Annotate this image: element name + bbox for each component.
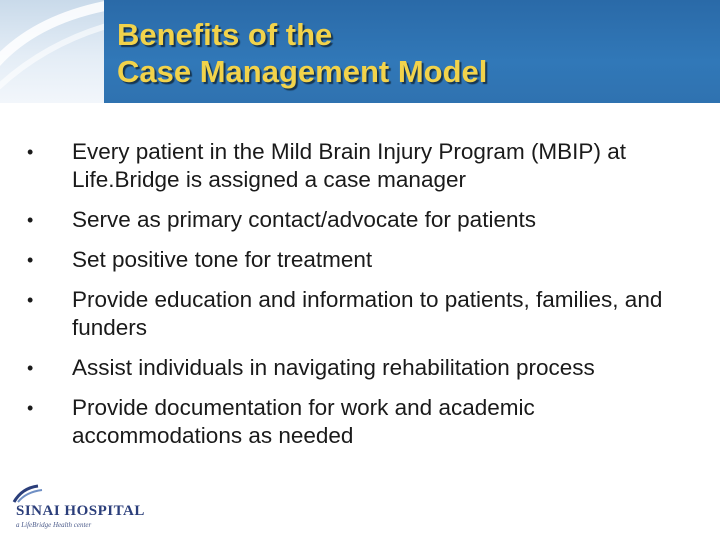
bullet-text: Provide documentation for work and academic accommodations as needed [72, 395, 535, 448]
bullet-item [0, 354, 682, 382]
bullet-list [0, 138, 720, 462]
bullet-item [0, 286, 682, 342]
bullet-marker: • [27, 142, 34, 162]
bullet-item [0, 206, 682, 234]
bullet-item [0, 246, 682, 274]
slide-title [117, 16, 487, 90]
swoosh-graphic [0, 0, 104, 103]
bullet-text: Assist individuals in navigating rehabilitation process [72, 355, 595, 380]
slide-header [0, 0, 720, 103]
logo-swoosh-icon [12, 484, 52, 504]
logo-subtitle: a LifeBridge Health center [16, 521, 92, 529]
logo-name: SINAI HOSPITAL [16, 503, 145, 519]
bullet-text: Every patient in the Mild Brain Injury Program (MBIP) at Life.Bridge is assigned a case manager [72, 139, 626, 192]
bullet-item [0, 394, 682, 450]
bullet-marker: • [27, 210, 34, 230]
bullet-marker: • [27, 290, 34, 310]
bullet-marker: • [27, 358, 34, 378]
bullet-text: Serve as primary contact/advocate for patients [72, 207, 536, 232]
bullet-marker: • [27, 250, 34, 270]
bullet-item [0, 138, 682, 194]
sinai-hospital-logo [12, 484, 145, 530]
header-decoration [0, 0, 104, 103]
bullet-text: Provide education and information to patients, families, and funders [72, 287, 663, 340]
bullet-marker: • [27, 398, 34, 418]
title-line-2: Case Management Model [117, 54, 488, 89]
title-line-1: Benefits of the [117, 17, 333, 52]
bullet-text: Set positive tone for treatment [72, 247, 373, 272]
